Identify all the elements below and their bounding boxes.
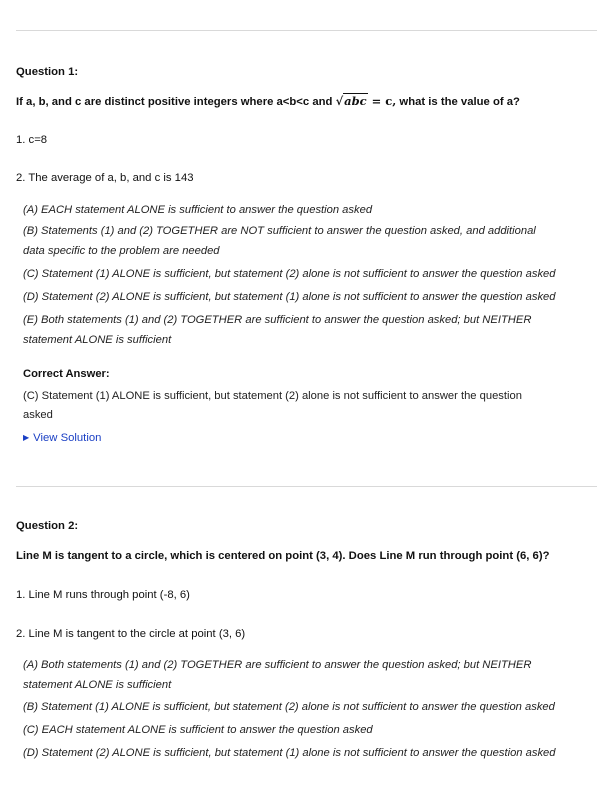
question-1-statement-2: 2. The average of a, b, and c is 143 (16, 172, 194, 184)
question-1-statement-1: 1. c=8 (16, 134, 48, 146)
sqrt-expression (336, 93, 397, 108)
question-2-option-a: (A) Both statements (1) and (2) TOGETHER are sufficient to answer the question asked; but NEITHER (23, 659, 532, 671)
question-1-option-a: (A) EACH statement ALONE is sufficient to answer the question asked (23, 204, 373, 216)
question-1-option-c: (C) Statement (1) ALONE is sufficient, but statement (2) alone is not sufficient to answer the question asked (23, 268, 556, 280)
view-solution-label: View Solution (33, 432, 102, 444)
question-2-label: Question 2: (16, 520, 79, 532)
question-1-stem-pre: If a, b, and c are distinct positive integers where a<b<c and (16, 96, 336, 108)
view-solution-toggle[interactable] (23, 432, 101, 445)
sqrt-symbol: √ (335, 94, 344, 108)
question-1-option-e: (E) Both statements (1) and (2) TOGETHER are sufficient to answer the question asked; but NEITHER (23, 314, 532, 326)
question-1-stem (16, 95, 520, 109)
question-1-option-b: (B) Statements (1) and (2) TOGETHER are NOT sufficient to answer the question asked, and additional (23, 225, 536, 237)
disclosure-triangle-icon: ▶ (23, 433, 30, 442)
question-1-option-e-cont: statement ALONE is sufficient (23, 334, 172, 346)
correct-answer-label: Correct Answer: (23, 368, 110, 380)
question-2-option-a-cont: statement ALONE is sufficient (23, 679, 172, 691)
correct-answer-text: (C) Statement (1) ALONE is sufficient, but statement (2) alone is not sufficient to answer the question (23, 390, 522, 402)
question-2-option-c: (C) EACH statement ALONE is sufficient to answer the question asked (23, 724, 373, 736)
question-2-stem: Line M is tangent to a circle, which is centered on point (3, 4). Does Line M run through point (6, 6)? (16, 550, 550, 562)
question-2-statement-2: 2. Line M is tangent to the circle at point (3, 6) (16, 628, 246, 640)
question-2-option-d: (D) Statement (2) ALONE is sufficient, but statement (1) alone is not sufficient to answer the question asked (23, 747, 556, 759)
question-1-label: Question 1: (16, 66, 79, 78)
question-2-statement-1: 1. Line M runs through point (-8, 6) (16, 589, 190, 601)
correct-answer-text-cont: asked (23, 409, 53, 421)
sqrt-equals: = c, (367, 94, 397, 108)
question-divider (16, 486, 597, 487)
sqrt-radicand: abc (344, 94, 367, 108)
question-2-option-b: (B) Statement (1) ALONE is sufficient, but statement (2) alone is not sufficient to answer the question asked (23, 701, 555, 713)
question-1-stem-post: what is the value of a? (396, 96, 520, 108)
question-1-option-d: (D) Statement (2) ALONE is sufficient, but statement (1) alone is not sufficient to answer the question asked (23, 291, 556, 303)
top-divider (16, 30, 597, 31)
question-1-option-b-cont: data specific to the problem are needed (23, 245, 220, 257)
